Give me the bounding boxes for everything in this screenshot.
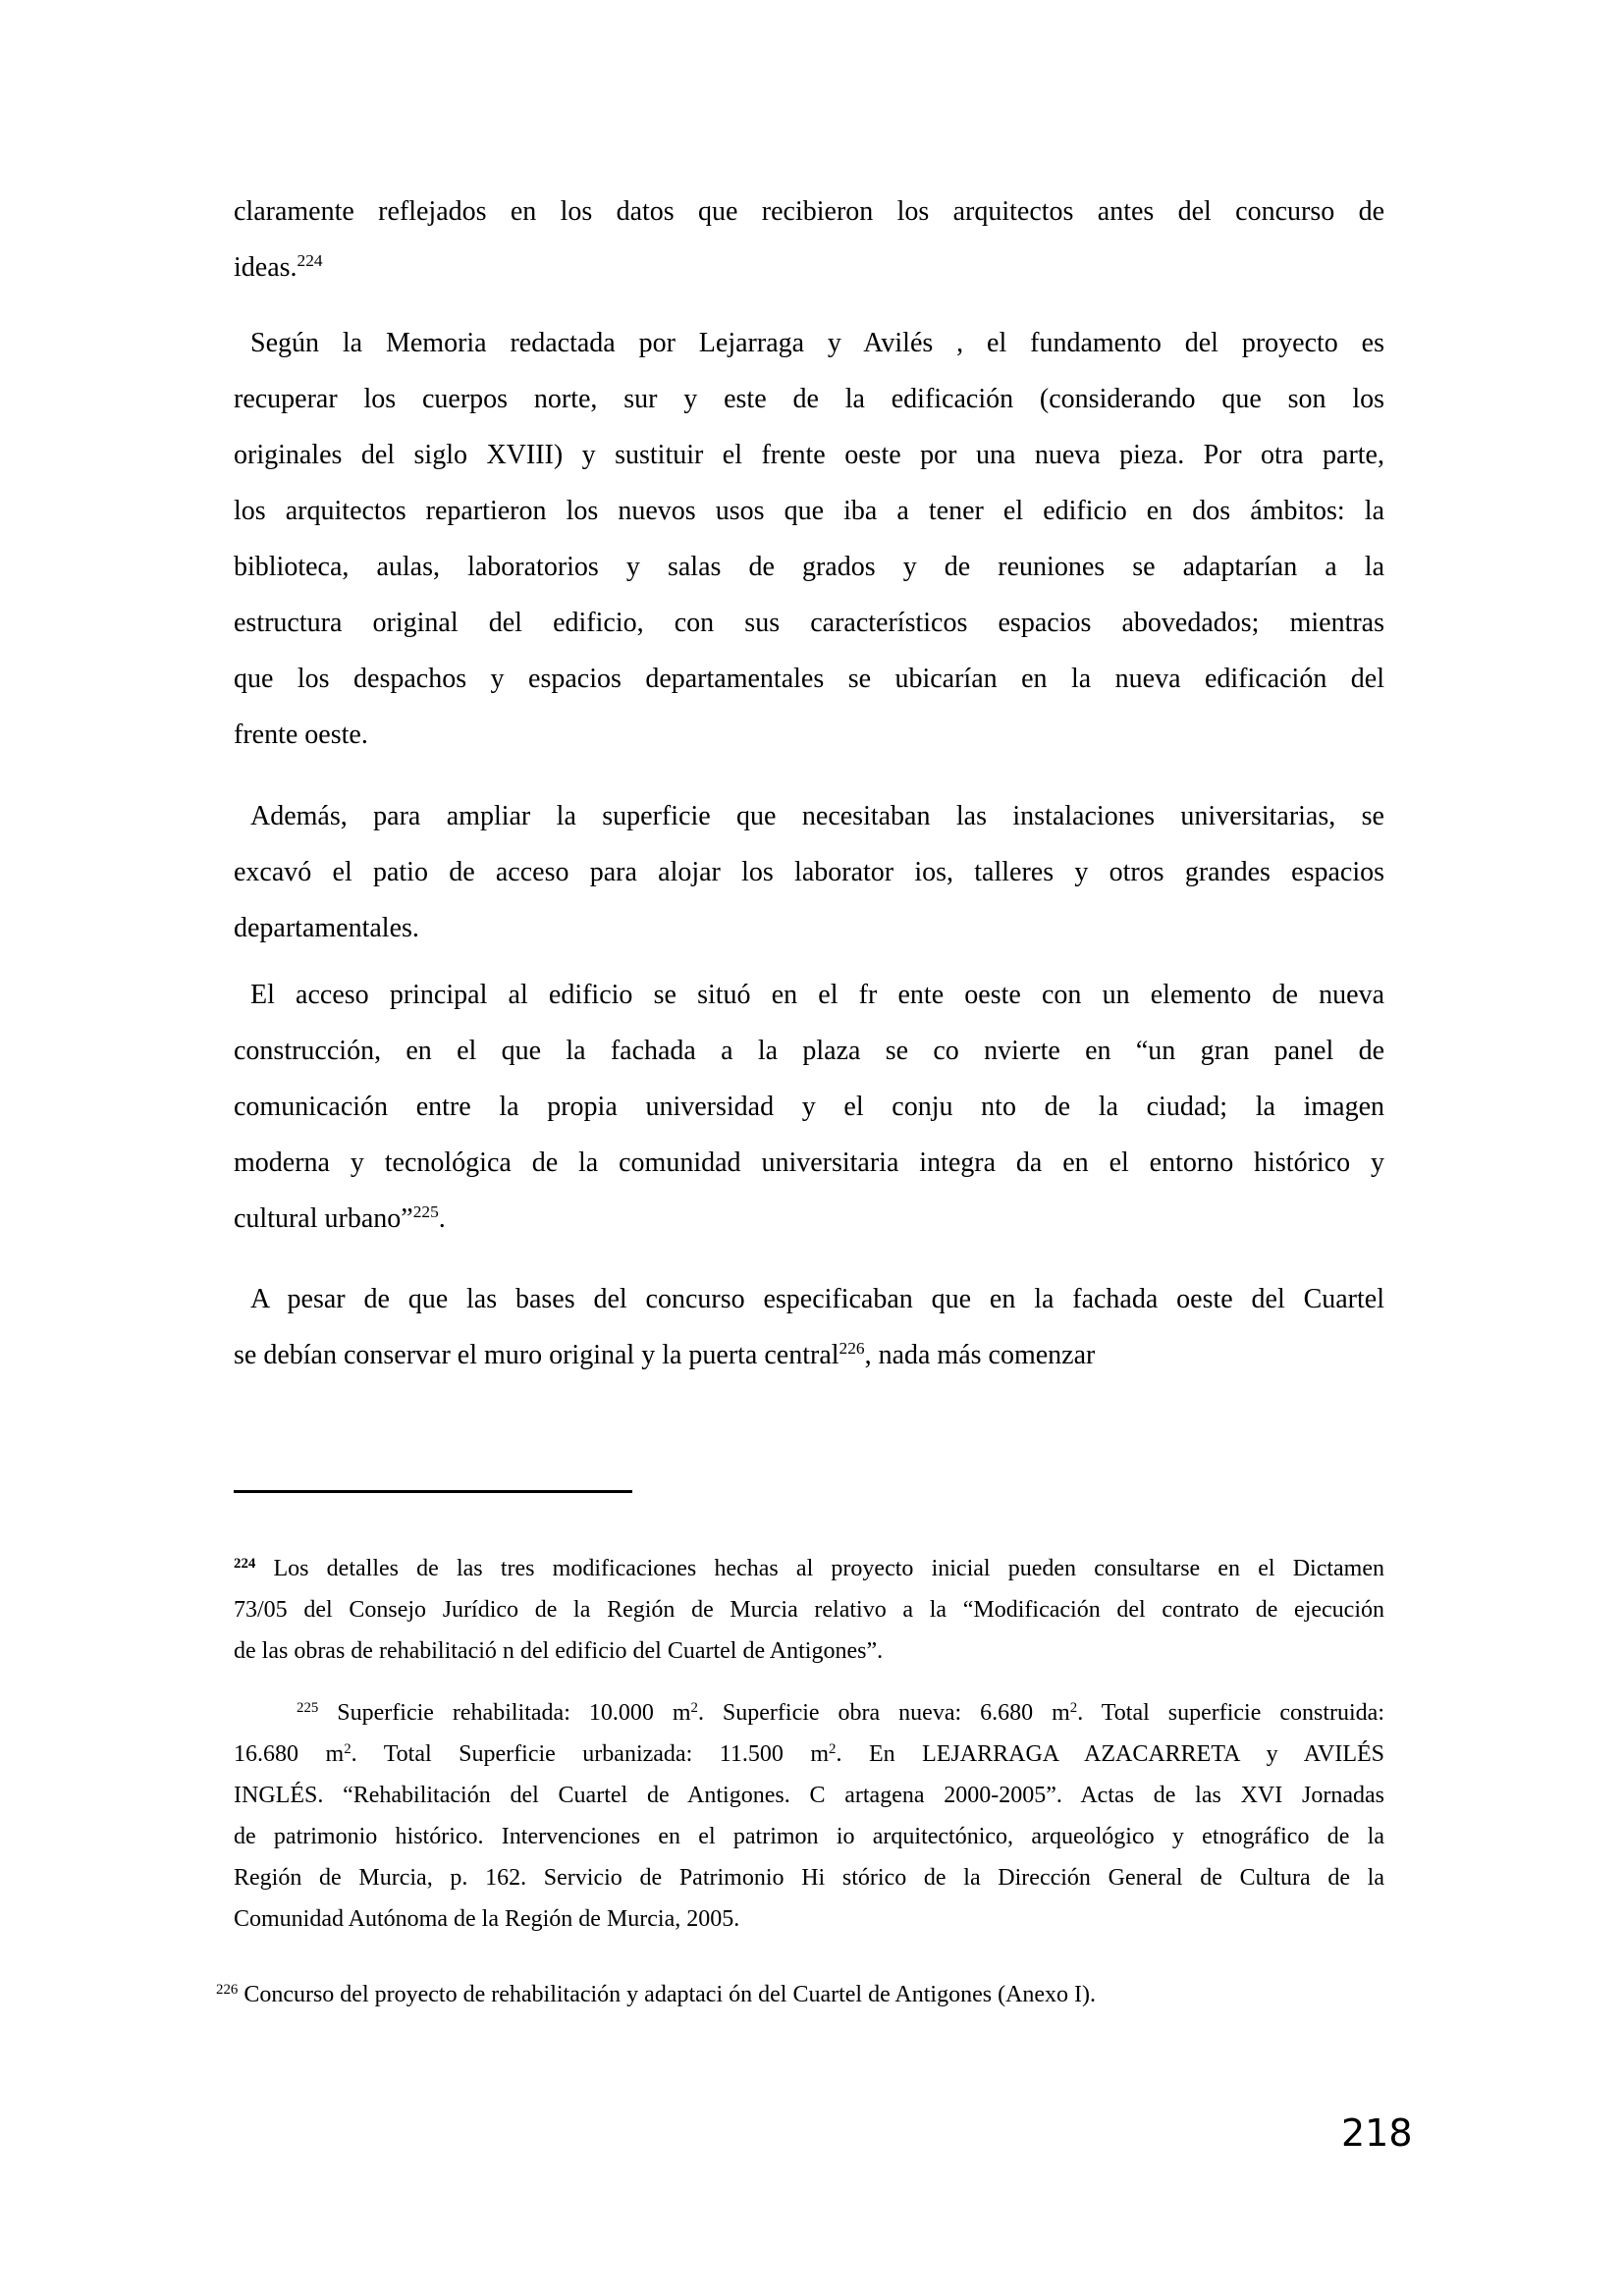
text-line: construcción, en el que la fachada a la plaza se co nvierte en “un gran panel de (234, 1036, 1384, 1066)
text-line: $^{224}$ Los detalles de las tres modificaciones hechas al proyecto inicial pueden consultarse en el Dictamen (234, 1555, 1384, 1581)
text-line: $^{226}$ Concurso del proyecto de rehabilitación y adaptaci ón del Cuartel de Antigones (Anexo I). (216, 1981, 1097, 2007)
text-line: se debían conservar el muro original y la puerta central$^{226}$, nada más comenzar (234, 1339, 1096, 1370)
paragraph (234, 788, 1384, 956)
text-line: El acceso principal al edificio se situó en el fr ente oeste con un elemento de nueva (250, 980, 1384, 1010)
footnote-224 (234, 1548, 1384, 1672)
text-line: A pesar de que las bases del concurso especificaban que en la fachada oeste del Cuartel (250, 1284, 1384, 1314)
paragraph (234, 967, 1384, 1247)
text-line: que los despachos y espacios departamentales se ubicarían en la nueva edificación del (234, 664, 1384, 694)
text-line: claramente reflejados en los datos que recibieron los arquitectos antes del concurso de (234, 196, 1384, 227)
text-line: 16.680 $m^2$. Total Superficie urbanizada: 11.500 $m^2$. En LEJARRAGA AZACARRETA y AVILÉS (234, 1740, 1384, 1767)
footnote-separator (234, 1490, 632, 1493)
text-line: cultural urbano”$^{225}$. (234, 1202, 446, 1234)
paragraph (234, 315, 1384, 763)
text-line: los arquitectos repartieron los nuevos usos que iba a tener el edificio en dos ámbitos: la (234, 496, 1384, 526)
paragraph (234, 184, 1384, 295)
text-line: estructura original del edificio, con sus característicos espacios abovedados; mientras (234, 608, 1384, 638)
text-line: de patrimonio histórico. Intervenciones en el patrimon io arquitectónico, arqueológico y etnográfico de la (234, 1824, 1384, 1849)
text-line: moderna y tecnológica de la comunidad universitaria integra da en el entorno histórico y (234, 1148, 1384, 1178)
text-line: Región de Murcia, p. 162. Servicio de Patrimonio Hi stórico de la Dirección General de Cultura de la (234, 1865, 1384, 1891)
text-line: Comunidad Autónoma de la Región de Murcia, 2005. (234, 1906, 740, 1932)
text-line: excavó el patio de acceso para alojar los laborator ios, talleres y otros grandes espacios (234, 857, 1384, 887)
text-line: originales del siglo XVIII) y sustituir el frente oeste por una nueva pieza. Por otra parte, (234, 440, 1384, 470)
text-line: ideas.$^{224}$ (234, 251, 323, 283)
text-line: de las obras de rehabilitació n del edificio del Cuartel de Antigones”. (234, 1638, 884, 1664)
text-line: Según la Memoria redactada por Lejarraga y Avilés , el fundamento del proyecto es (250, 328, 1384, 358)
page-body (216, 184, 1384, 2015)
text-line: INGLÉS. “Rehabilitación del Cuartel de Antigones. C artagena 2000-2005”. Actas de las XVI Jornadas (234, 1783, 1384, 1808)
paragraph (234, 1271, 1384, 1383)
text-line: recuperar los cuerpos norte, sur y este de la edificación (considerando que son los (234, 384, 1384, 414)
text-line: $^{225}$ Superficie rehabilitada: 10.000 $m^2$. Superficie obra nueva: 6.680 $m^2$. Total superficie construida: (297, 1699, 1384, 1726)
text-line: departamentales. (234, 913, 419, 943)
text-line: frente oeste. (234, 720, 368, 750)
page-number: 218 (1341, 2111, 1413, 2155)
text-line: comunicación entre la propia universidad y el conju nto de la ciudad; la imagen (234, 1092, 1384, 1122)
footnote-226 (216, 1974, 1384, 2015)
text-line: 73/05 del Consejo Jurídico de la Región de Murcia relativo a la “Modificación del contrato de ejecución (234, 1597, 1384, 1623)
text-line: Además, para ampliar la superficie que necesitaban las instalaciones universitarias, se (250, 801, 1384, 831)
footnote-225 (234, 1692, 1384, 1940)
text-line: biblioteca, aulas, laboratorios y salas de grados y de reuniones se adaptarían a la (234, 552, 1384, 582)
